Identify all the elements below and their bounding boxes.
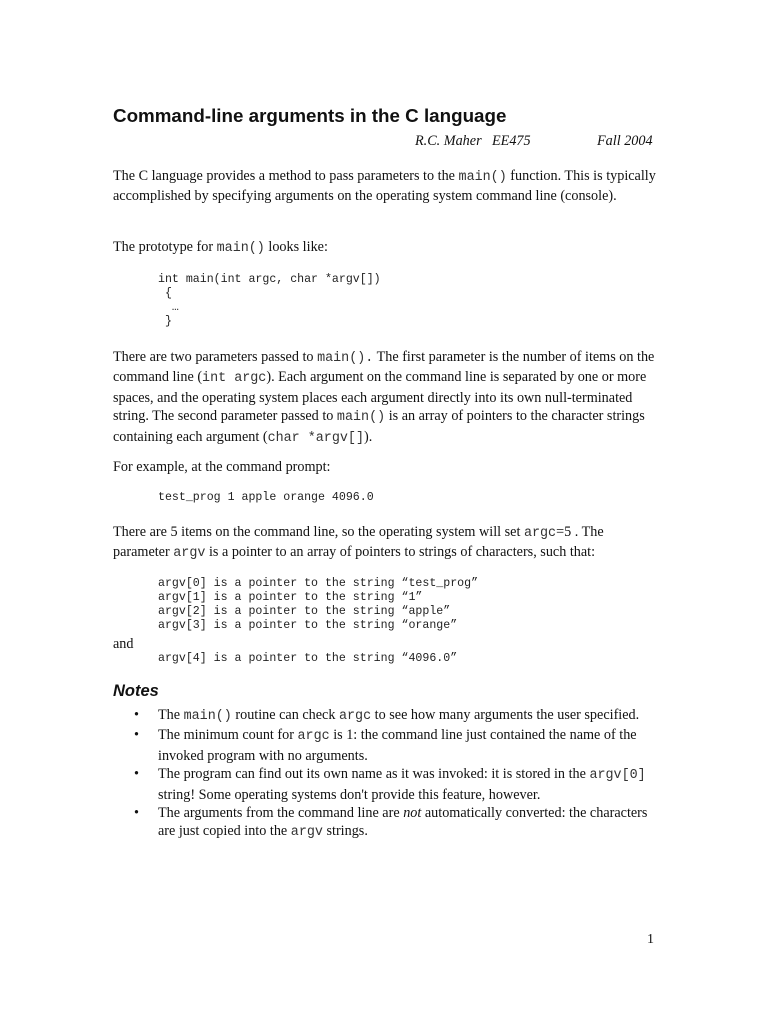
note-item: • The arguments from the command line are not automatically converted: the characters are just copied into the argv strings. [134,805,648,841]
inline-code: char *argv[] [267,430,364,446]
argv-line: argv[1] is a pointer to the string “1” [158,591,423,604]
inline-code: argv[0] [589,768,646,784]
inline-code: main() [183,709,232,724]
parameters-paragraph: There are two parameters passed to main(). The first parameter is the number of items on the command line (int argc). Each argument on the command line is separated by one or more spaces, and the operating system places each argument directly into its own null-terminated string. The second parameter passed to main() is an array of pointers to the character strings containing each argument (char *argv[]). [113,349,655,446]
prototype-intro: The prototype for main() looks like: [113,239,328,256]
and-label: and [113,636,134,652]
emphasis: not [403,805,422,822]
argv-list [158,577,478,633]
inline-code: argv [173,546,206,562]
term: Fall 2004 [597,133,653,149]
course-code: EE475 [492,133,531,149]
bullet-icon: • [134,727,139,744]
page-number: 1 [647,932,654,947]
author-name: R.C. Maher [415,133,482,149]
code-line: } [158,315,172,328]
argv-line: argv[0] is a pointer to the string “test_prog” [158,577,479,590]
bullet-icon: • [134,707,139,723]
inline-code: argv [290,825,323,841]
argv-line: argv[2] is a pointer to the string “apple” [158,605,451,618]
notes-list [113,706,658,843]
prototype-code-block [158,273,381,329]
inline-code: main(). [317,351,374,366]
document-title: Command-line arguments in the C language [113,105,507,126]
inline-code: argc [338,709,372,724]
note-item: • The minimum count for argc is 1: the command line just contained the name of the invoked program with no arguments. [134,727,637,764]
bullet-icon: • [134,805,139,822]
inline-code: main() [458,170,507,185]
inline-code: main() [336,410,386,426]
inline-code: main() [216,241,265,256]
inline-code: int argc [202,371,267,387]
command-example: test_prog 1 apple orange 4096.0 [158,491,374,504]
inline-code: argc [523,526,557,541]
notes-heading: Notes [113,682,159,700]
items-paragraph: There are 5 items on the command line, so the operating system will set argc=5 . The parameter argv is a pointer to an array of pointers to strings of characters, such that: [113,524,604,562]
bullet-icon: • [134,766,139,783]
argv-line: argv[3] is a pointer to the string “orange” [158,619,458,632]
code-line: int main(int argc, char *argv[]) [158,273,381,286]
example-intro: For example, at the command prompt: [113,459,331,475]
intro-paragraph: The C language provides a method to pass parameters to the main() function. This is typically accomplished by specifying arguments on the operating system command line (console). [113,168,656,205]
code-line: { [158,287,172,300]
argv-line-last: argv[4] is a pointer to the string “4096.0” [158,652,458,665]
inline-code: argc [297,729,330,745]
note-item: • The main() routine can check argc to see how many arguments the user specified. [134,707,640,724]
note-item: • The program can find out its own name as it was invoked: it is stored in the argv[0] string! Some operating systems don't provide this feature, however. [134,766,646,803]
code-line: … [158,301,179,314]
